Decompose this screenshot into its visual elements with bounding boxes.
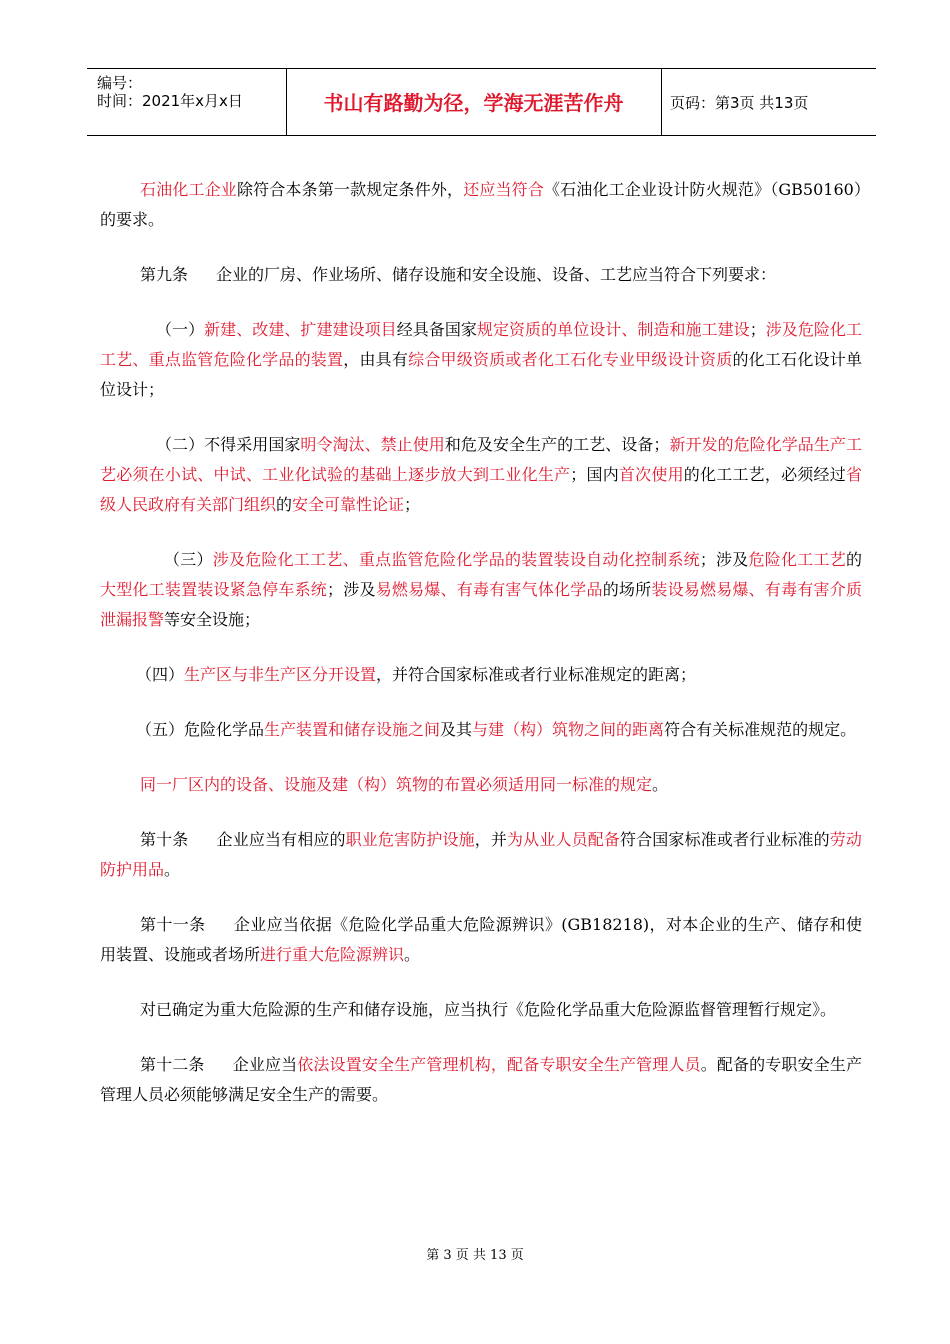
text-run: （五）危险化学品 [136, 720, 265, 739]
highlighted-text: 劳动防护用品 [100, 830, 862, 879]
text-run: 等安全设施； [164, 610, 261, 629]
text-run: （二）不得采用国家 [156, 435, 301, 454]
text-run: ； [404, 495, 421, 514]
highlighted-text: 为从业人员配备 [507, 830, 621, 849]
text-run: 。 [652, 775, 669, 794]
highlighted-text: 生产区与非生产区分开设置 [184, 665, 377, 684]
text-run: 。 [404, 945, 421, 964]
header-page-cell [661, 69, 876, 135]
text-run: 的 [845, 550, 862, 569]
text-run: ，由具有 [343, 350, 409, 369]
highlighted-text: 还应当符合 [463, 180, 544, 199]
text-run: 企业的厂房、作业场所、储存设施和安全设施、设备、工艺应当符合下列要求： [216, 265, 777, 284]
page-header [87, 68, 876, 136]
paragraph-item-4 [100, 660, 862, 690]
text-run: 。 [164, 860, 181, 879]
highlighted-text: 规定资质的单位设计、制造和施工建设 [476, 320, 750, 339]
paragraph-article-9 [100, 260, 862, 290]
text-run: 符合有关标准规范的规定。 [664, 720, 857, 739]
text-run: 。配备的专职安全生产管理人员必须能够满足安全生产的需要。 [100, 1055, 862, 1104]
highlighted-text: 依法设置安全生产管理机构，配备专职安全生产管理人员 [297, 1055, 701, 1074]
header-page-number: 页码：第3页 共13页 [670, 94, 809, 112]
text-run: 对已确定为重大危险源的生产和储存设施，应当执行《危险化学品重大危险源监督管理暂行规定》。 [140, 1000, 837, 1019]
text-run: 第十一条 [140, 915, 206, 934]
text-run: 第十二条 [140, 1055, 205, 1074]
paragraph-petrochemical-requirement [100, 175, 862, 235]
paragraph-item-1 [100, 315, 862, 405]
highlighted-text: 大型化工装置装设紧急停车系统 [100, 580, 328, 599]
text-run: 企业应当 [232, 1055, 298, 1074]
highlighted-text: 省级人民政府有关部门组织 [100, 465, 862, 514]
text-run: 企业应当有相应的 [216, 830, 346, 849]
highlighted-text: 新建、改建、扩建建设项目 [204, 320, 397, 339]
text-run: （三） [164, 550, 213, 569]
highlighted-text: 同一厂区内的设备、设施及建（构）筑物的布置必须适用同一标准的规定 [140, 775, 653, 794]
document-time-label: 时间：2021年x月x日 [97, 92, 243, 110]
header-meta-cell [87, 69, 287, 135]
highlighted-text: 安全可靠性论证 [292, 495, 405, 514]
text-run: 第九条 [140, 265, 189, 284]
document-number-label: 编号： [97, 74, 143, 92]
highlighted-text: 涉及危险化工工艺、重点监管危险化学品的装置 [100, 320, 862, 369]
document-body [100, 175, 862, 1135]
paragraph-article-11 [100, 910, 862, 970]
text-run: 除符合本条第一款规定条件外， [236, 180, 464, 199]
text-run: （四） [136, 665, 185, 684]
highlighted-text: 综合甲级资质或者化工石化专业甲级设计资质 [408, 350, 733, 369]
highlighted-text: 涉及危险化工工艺、重点监管危险化学品的装置装设自动化控制系统 [212, 550, 700, 569]
highlighted-text: 明令淘汰、禁止使用 [300, 435, 445, 454]
highlighted-text: 装设易燃易爆、有毒有害介质泄漏报警 [100, 580, 862, 629]
text-run: 的化工石化设计单位设计； [100, 350, 862, 399]
text-run: ，并符合国家标准或者行业标准规定的距离； [376, 665, 697, 684]
header-motto-cell [286, 69, 662, 135]
text-run: （一） [156, 320, 205, 339]
text-run: ；国内 [570, 465, 619, 484]
text-run: ； [749, 320, 766, 339]
text-run: ；涉及 [699, 550, 749, 569]
text-run: 经具备国家 [396, 320, 477, 339]
highlighted-text: 石油化工企业 [140, 180, 237, 199]
text-run: 及其 [440, 720, 473, 739]
paragraph-item-5 [100, 715, 862, 745]
highlighted-text: 进行重大危险源辨识 [260, 945, 405, 964]
header-motto: 书山有路勤为径，学海无涯苦作舟 [323, 91, 624, 115]
paragraph-same-standard [100, 770, 862, 800]
text-run: 的场所 [602, 580, 652, 599]
highlighted-text: 生产装置和储存设施之间 [264, 720, 441, 739]
paragraph-article-12 [100, 1050, 862, 1110]
paragraph-article-10 [100, 825, 862, 885]
highlighted-text: 危险化工工艺 [748, 550, 846, 569]
highlighted-text: 易燃易爆、有毒有害气体化学品 [375, 580, 603, 599]
text-run: ；涉及 [327, 580, 376, 599]
text-run: 和危及安全生产的工艺、设备； [444, 435, 670, 454]
text-run: 的化工工艺，必须经过 [683, 465, 846, 484]
page-footer: 第 3 页 共 13 页 [426, 1248, 524, 1263]
text-run: ，并 [474, 830, 508, 849]
text-run: 企业应当依据《危险化学品重大危险源辨识》(GB18218)，对本企业的生产、储存和使用装置、设施或者场所 [100, 915, 862, 964]
text-run: 符合国家标准或者行业标准的 [620, 830, 830, 849]
highlighted-text: 首次使用 [618, 465, 684, 484]
text-run: 第十条 [140, 830, 189, 849]
highlighted-text: 新开发的危险化学品生产工艺必须在小试、中试、工业化试验的基础上逐步放大到工业化生产 [100, 435, 862, 484]
highlighted-text: 职业危害防护设施 [345, 830, 475, 849]
text-run: 《石油化工企业设计防火规范》（GB50160）的要求。 [100, 180, 862, 229]
text-run: 的 [276, 495, 293, 514]
paragraph-major-hazard [100, 995, 862, 1025]
paragraph-item-3 [100, 545, 862, 635]
highlighted-text: 与建（构）筑物之间的距离 [472, 720, 665, 739]
paragraph-item-2 [100, 430, 862, 520]
